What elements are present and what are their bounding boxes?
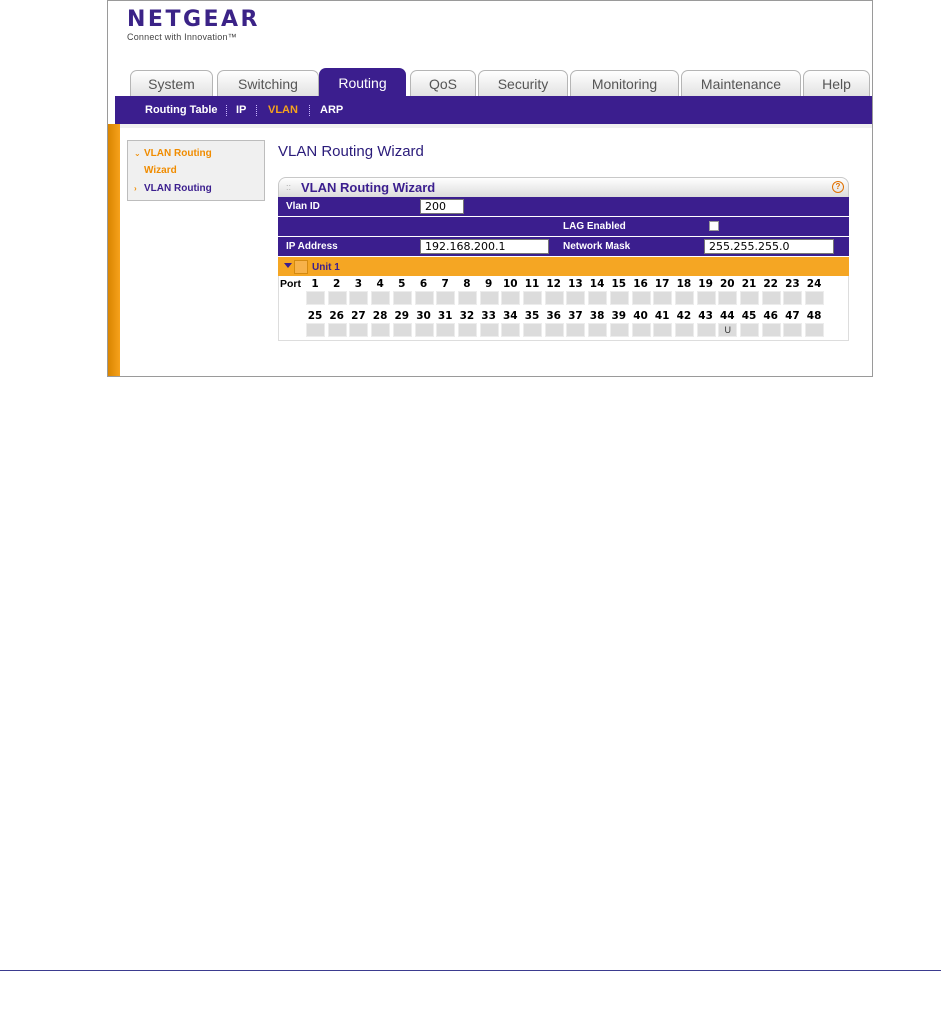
lag-enabled-label: LAG Enabled <box>563 221 626 232</box>
port-number-41: 41 <box>654 310 670 322</box>
port-cell-22[interactable] <box>762 291 781 305</box>
port-cell-16[interactable] <box>632 291 651 305</box>
port-cell-4[interactable] <box>371 291 390 305</box>
port-number-39: 39 <box>611 310 627 322</box>
port-number-1: 1 <box>311 278 319 290</box>
port-number-18: 18 <box>676 278 692 290</box>
port-cell-9[interactable] <box>480 291 499 305</box>
port-number-45: 45 <box>741 310 757 322</box>
port-cell-11[interactable] <box>523 291 542 305</box>
port-cell-44[interactable]: U <box>718 323 737 337</box>
port-cell-38[interactable] <box>588 323 607 337</box>
port-number-48: 48 <box>806 310 822 322</box>
subnav-vlan[interactable]: VLAN <box>268 104 298 116</box>
port-number-21: 21 <box>741 278 757 290</box>
port-cell-17[interactable] <box>653 291 672 305</box>
port-number-12: 12 <box>546 278 561 290</box>
port-cell-3[interactable] <box>349 291 368 305</box>
port-cell-43[interactable] <box>697 323 716 337</box>
port-number-35: 35 <box>524 310 540 322</box>
vlan-routing-wizard-panel <box>278 177 849 341</box>
sidemenu-item-wizard-line[interactable]: Wizard <box>144 165 177 176</box>
unit-row[interactable] <box>278 257 849 276</box>
port-cell-39[interactable] <box>610 323 629 337</box>
port-number-10: 10 <box>502 278 518 290</box>
port-cell-26[interactable] <box>328 323 347 337</box>
port-cell-34[interactable] <box>501 323 520 337</box>
port-cell-24[interactable] <box>805 291 824 305</box>
port-number-34: 34 <box>502 310 518 322</box>
port-grid <box>278 276 849 341</box>
lag-enabled-checkbox[interactable] <box>709 221 719 231</box>
port-number-5: 5 <box>398 278 406 290</box>
port-cell-14[interactable] <box>588 291 607 305</box>
port-cell-29[interactable] <box>393 323 412 337</box>
port-cell-13[interactable] <box>566 291 585 305</box>
brand-name: NETGEAR <box>127 7 260 32</box>
ip-address-label: IP Address <box>286 241 338 252</box>
left-accent-bar <box>108 124 120 377</box>
port-number-24: 24 <box>806 278 822 290</box>
ip-row <box>278 237 849 257</box>
port-number-33: 33 <box>481 310 496 322</box>
port-number-26: 26 <box>329 310 344 322</box>
port-number-9: 9 <box>484 278 493 290</box>
port-cell-36[interactable] <box>545 323 564 337</box>
chevron-down-icon: ⌄ <box>134 149 141 158</box>
chevron-right-icon: › <box>134 184 137 193</box>
sidemenu-item-vlan-routing-wizard[interactable]: ⌄ VLAN Routing <box>134 145 212 162</box>
port-number-40: 40 <box>633 310 648 322</box>
port-cell-33[interactable] <box>480 323 499 337</box>
port-cell-15[interactable] <box>610 291 629 305</box>
tab-routing[interactable]: Routing <box>319 68 406 96</box>
panel-header <box>278 177 849 197</box>
tab-maintenance[interactable]: Maintenance <box>681 70 801 96</box>
port-cell-25[interactable] <box>306 323 325 337</box>
subnav-separator <box>256 105 257 116</box>
port-cell-5[interactable] <box>393 291 412 305</box>
port-cell-48[interactable] <box>805 323 824 337</box>
sidemenu-item-vlan-routing[interactable]: › VLAN Routing <box>134 180 212 197</box>
port-number-4: 4 <box>376 278 384 290</box>
subnav-routing-table[interactable]: Routing Table <box>145 104 218 116</box>
port-number-28: 28 <box>372 310 388 322</box>
port-number-43: 43 <box>698 310 713 322</box>
port-number-19: 19 <box>698 278 713 290</box>
port-cell-47[interactable] <box>783 323 802 337</box>
port-number-17: 17 <box>654 278 670 290</box>
tab-monitoring[interactable]: Monitoring <box>570 70 679 96</box>
vlan-id-input[interactable]: 200 <box>420 199 464 214</box>
panel-title: VLAN Routing Wizard <box>301 180 436 195</box>
port-number-46: 46 <box>763 310 778 322</box>
port-cell-23[interactable] <box>783 291 802 305</box>
port-cell-30[interactable] <box>415 323 434 337</box>
port-cell-28[interactable] <box>371 323 390 337</box>
help-icon[interactable]: ? <box>832 181 844 193</box>
port-number-32: 32 <box>459 310 475 322</box>
sub-navigation <box>115 96 872 124</box>
port-number-22: 22 <box>763 278 778 290</box>
port-cell-12[interactable] <box>545 291 564 305</box>
network-mask-label: Network Mask <box>563 241 631 252</box>
network-mask-input[interactable]: 255.255.255.0 <box>704 239 834 254</box>
brand-tagline: Connect with Innovation™ <box>127 32 237 42</box>
port-number-16: 16 <box>633 278 648 290</box>
port-cell-19[interactable] <box>697 291 716 305</box>
tab-security[interactable]: Security <box>478 70 568 96</box>
port-label: Port <box>280 278 301 290</box>
port-cell-8[interactable] <box>458 291 477 305</box>
port-number-2: 2 <box>333 278 341 290</box>
expand-triangle-icon <box>284 263 292 268</box>
port-number-23: 23 <box>785 278 800 290</box>
port-number-6: 6 <box>419 278 428 290</box>
ip-address-input[interactable]: 192.168.200.1 <box>420 239 549 254</box>
tab-switching[interactable]: Switching <box>217 70 319 96</box>
vlan-id-row <box>278 197 849 217</box>
port-number-29: 29 <box>394 310 410 322</box>
tab-system[interactable]: System <box>130 70 213 96</box>
content-area <box>120 124 872 376</box>
port-cell-46[interactable] <box>762 323 781 337</box>
tab-help[interactable]: Help <box>803 70 870 96</box>
unit-label: Unit 1 <box>312 262 340 273</box>
port-cell-21[interactable] <box>740 291 759 305</box>
port-cell-1[interactable] <box>306 291 325 305</box>
vlan-id-label: Vlan ID <box>286 201 320 212</box>
subnav-separator <box>309 105 310 116</box>
port-cell-27[interactable] <box>349 323 368 337</box>
port-cell-31[interactable] <box>436 323 455 337</box>
port-cell-42[interactable] <box>675 323 694 337</box>
port-cell-32[interactable] <box>458 323 477 337</box>
port-number-37: 37 <box>568 310 583 322</box>
unit-select-box[interactable] <box>294 260 308 274</box>
port-cell-7[interactable] <box>436 291 455 305</box>
port-number-30: 30 <box>416 310 431 322</box>
port-number-13: 13 <box>568 278 583 290</box>
port-cell-45[interactable] <box>740 323 759 337</box>
port-number-25: 25 <box>307 310 323 322</box>
port-number-11: 11 <box>524 278 540 290</box>
port-number-8: 8 <box>463 278 471 290</box>
port-number-47: 47 <box>785 310 800 322</box>
port-number-7: 7 <box>441 278 449 290</box>
port-cell-40[interactable] <box>632 323 651 337</box>
side-menu <box>127 140 265 201</box>
port-number-27: 27 <box>351 310 366 322</box>
grip-icon: :: <box>286 182 292 192</box>
port-cell-20[interactable] <box>718 291 737 305</box>
port-cell-35[interactable] <box>523 323 542 337</box>
port-cell-41[interactable] <box>653 323 672 337</box>
lag-row <box>278 217 849 237</box>
port-cell-10[interactable] <box>501 291 520 305</box>
netgear-logo <box>127 7 260 42</box>
footer-divider <box>0 970 941 971</box>
port-cell-2[interactable] <box>328 291 347 305</box>
port-number-15: 15 <box>611 278 627 290</box>
port-cell-6[interactable] <box>415 291 434 305</box>
port-number-38: 38 <box>589 310 605 322</box>
port-cell-18[interactable] <box>675 291 694 305</box>
page-title: VLAN Routing Wizard <box>278 143 424 160</box>
port-number-14: 14 <box>589 278 605 290</box>
port-number-44: 44 <box>719 310 735 322</box>
port-number-3: 3 <box>354 278 363 290</box>
port-cell-37[interactable] <box>566 323 585 337</box>
port-number-36: 36 <box>546 310 561 322</box>
screenshot-frame <box>107 0 873 377</box>
subnav-ip[interactable]: IP <box>236 104 247 116</box>
port-number-31: 31 <box>437 310 453 322</box>
subnav-arp[interactable]: ARP <box>320 104 344 116</box>
port-number-20: 20 <box>719 278 735 290</box>
port-number-42: 42 <box>676 310 692 322</box>
subnav-separator <box>226 105 227 116</box>
tab-qos[interactable]: QoS <box>410 70 476 96</box>
